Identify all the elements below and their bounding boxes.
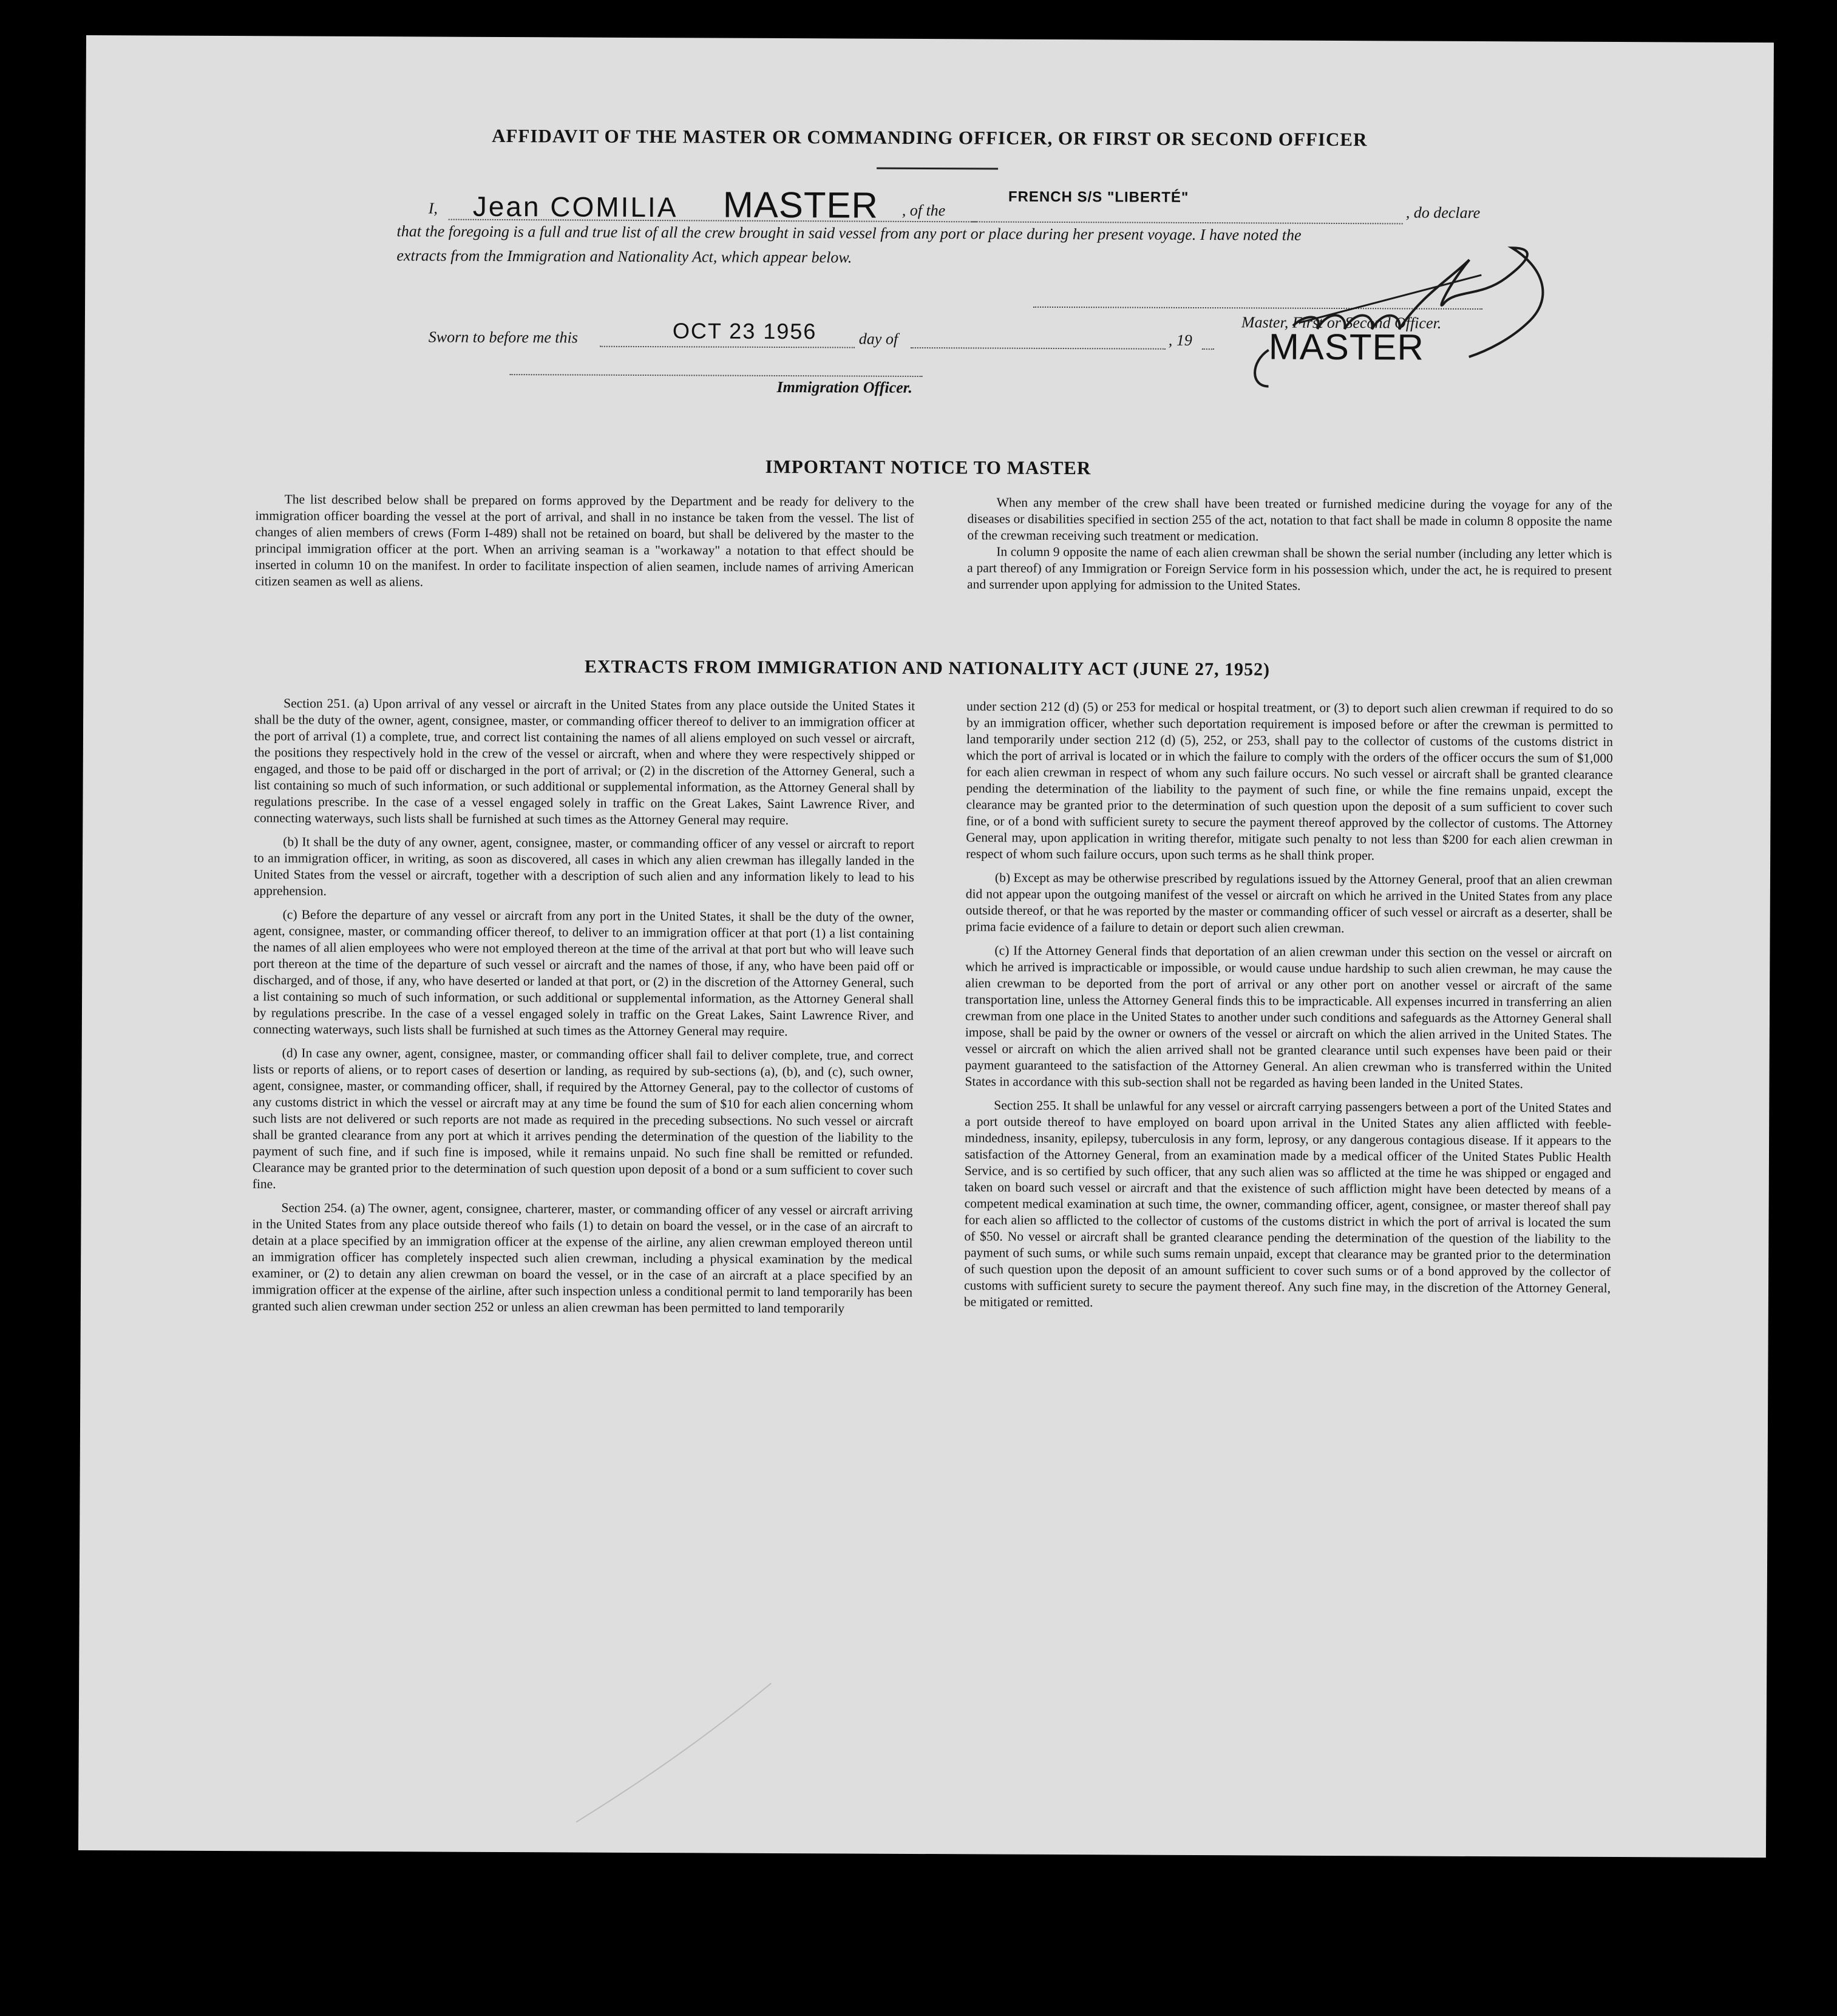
year-label: , 19 xyxy=(1168,331,1192,349)
immigration-signature-line xyxy=(510,374,923,377)
name-typed: Jean COMILIA xyxy=(472,190,678,223)
notice-right-paragraph-1: When any member of the crew shall have been treated or furnished medicine during the voyage for any of the diseases or disabilities specified in section 255 of the act, notation to that fact shall be made in column 8 opposite the name of the crewman receiving such treatment or medication. xyxy=(967,495,1612,544)
extracts-left-column xyxy=(252,695,915,1325)
section-254a: Section 254. (a) The owner, agent, consignee, charterer, master, or commanding officer of any vessel or aircraft arriving in the United States from any place outside thereof who fails (1) to detain on board the vessel, or in the case of an aircraft to detain at a place specified by an immigration officer at the expense of the airline, any alien crewman employed thereon until an immigration officer has completely inspected such alien crewman, including a physical examination by the medical examiner, or (2) to detain any alien crewman on board the vessel, or in the case of an aircraft at a place specified by an immigration officer at the expense of the airline, after such inspection unless a conditional permit to land temporarily has been granted such alien crewman under section 252 or unless an alien crewman has been permitted to land temporarily xyxy=(251,1200,913,1316)
title-rule xyxy=(877,168,998,170)
rank-typed: MASTER xyxy=(722,184,878,226)
day-of-label: day of xyxy=(858,330,898,348)
sworn-date-line xyxy=(600,346,855,348)
of-the-label: , of the xyxy=(902,201,946,220)
section-251d: (d) In case any owner, agent, consignee, master, or commanding officer shall fail to deliver complete, true, and correct lists or reports of aliens, or to report cases of desertion or landing, as required by sub-sections (a), (b), and (c), such owner, agent, consignee, master, or commanding officer, shall, if required by the Attorney General, pay to the collector of customs of any customs district in which the vessel or aircraft may at any time be found the sum of $10 for each alien concerning whom such lists are not delivered or such reports are not made as required in the preceding subsections. No such vessel or aircraft shall be granted clearance from any port at which it arrives pending the determination of the question of the liability to the payment of such fine, and if such fine is imposed, while it remains unpaid. No such fine shall be remitted or refunded. Clearance may be granted prior to the determination of such question upon deposit of a bond or a sum sufficient to cover such fine. xyxy=(252,1045,914,1192)
statement-line2: extracts from the Immigration and Nationality Act, which appear below. xyxy=(396,246,852,266)
master-caption: Master, First or Second Officer. xyxy=(1241,313,1442,332)
master-signature xyxy=(1226,222,1566,406)
section-254a-continued: under section 212 (d) (5) or 253 for medical or hospital treatment, or (3) to deport such alien crewman if required to do so by an immigration officer, whether such deportation requirement is imposed before or after the crewman is permitted to land temporarily under section 212 (d) (5), 252, or 253, shall pay to the collector of customs of the customs district in which the port of arrival is located or in which the failure to comply with the orders of the officer occurs the sum of $1,000 for each alien crewman in respect of whom any such failure occurs. No such vessel or aircraft shall be granted clearance pending the determination of the liability to the payment of such fine, or while the fine remains unpaid, except the clearance may be granted prior to the determination of such question upon the deposit of a sum sufficient to cover such fine, or of a bond with sufficient surety to secure the payment thereof approved by the collector of customs. The Attorney General may, upon application in writing therefor, mitigate such penalty to not less than $200 for each alien crewman in respect of whom such failure occurs, upon such terms as he shall think proper. xyxy=(966,699,1614,863)
section-251c: (c) Before the departure of any vessel or aircraft from any port in the United States, it shall be the duty of the owner, agent, consignee, master, or commanding officer thereof, to deliver to an immigration officer at that port (1) a list containing the names of all alien employees who were not employed thereon at the time of the arrival at that port but who will leave such port thereon at the time of the departure of such vessel or aircraft and the names of those, if any, who have been paid off or discharged, and of those, if any, who have deserted or landed at that port, or (2) in the discretion of the Attorney General, such a list containing so much of such information, or such additional or supplemental information, as the Attorney General shall by regulations prescribe. In the case of a vessel engaged solely in traffic on the Great Lakes, Saint Lawrence River, and connecting waterways, such lists shall be furnished at such times as the Attorney General may require. xyxy=(253,907,914,1039)
do-declare-label: , do declare xyxy=(1405,203,1481,222)
section-251a: Section 251. (a) Upon arrival of any vessel or aircraft in the United States from any place outside the United States it shall be the duty of the owner, agent, consignee, master, or commanding officer thereof to deliver to an immigration officer at the port of arrival (1) a complete, true, and correct list containing the names of all aliens employed on such vessel or aircraft, the positions they respectively hold in the crew of the vessel or aircraft, when and where they were respectively shipped or engaged, and those to be paid off or discharged in the port of arrival; or (2) in the discretion of the Attorney General, such a list containing so much of such information, or such additional or supplemental information, as the Attorney General shall by regulations prescribe. In the case of a vessel engaged solely in traffic on the Great Lakes, Saint Lawrence River, and connecting waterways, such lists shall be furnished at such times as the Attorney General may require. xyxy=(254,696,915,828)
extracts-heading: EXTRACTS FROM IMMIGRATION AND NATIONALITY ACT (JUNE 27, 1952) xyxy=(584,656,1271,680)
notice-left-paragraph: The list described below shall be prepared on forms approved by the Department and be ready for delivery to the immigration officer boarding the vessel at the port of arrival, and shall in no instance be taken from the vessel. The list of changes of alien members of crews (Form I-489) shall not be retained on board, but shall be delivered by the master to the principal immigration officer at the port. When an arriving seaman is a "workaway" a notation to that effect should be inserted in column 10 on the manifest. In order to facilitate inspection of alien seamen, include names of arriving American citizen seamen as well as aliens. xyxy=(255,492,914,589)
section-255: Section 255. It shall be unlawful for any vessel or aircraft carrying passengers between a port of the United States and a port outside thereof to have employed on board upon arrival in the United States any alien afflicted with feeble-mindedness, insanity, epilepsy, tuberculosis in any form, leprosy, or any dangerous contagious disease. If it appears to the satisfaction of the Attorney General, from an examination made by a medical officer of the United States Public Health Service, and is so certified by such officer, that any such alien was so afflicted at the time he was shipped or engaged and taken on board such vessel or aircraft and that the existence of such affliction might have been detected by means of a competent medical examination at such time, the owner, commanding officer, agent, consignee, or master thereof shall pay for each alien so afflicted to the collector of customs of the customs district in which the port of arrival is located the sum of $50. No vessel or aircraft shall be granted clearance pending the determination of the question of the liability to the payment of such sums, or while such sums remain unpaid, except that clearance may be granted prior to the determination of such question upon the deposit of an amount sufficient to cover such sums or of a bond approved by the collector of customs with sufficient surety to secure the payment thereof. Any such fine may, in the discretion of the Attorney General, be mitigated or remitted. xyxy=(963,1098,1612,1310)
day-of-line xyxy=(911,347,1166,350)
section-254b: (b) Except as may be otherwise prescribed by regulations issued by the Attorney General, proof that an alien crewman did not appear upon the outgoing manifest of the vessel or aircraft on which he arrived in the United States from any place outside thereof, or that he was reported by the master or commanding officer of such vessel or aircraft as a deserter, shall be prima facie evidence of a failure to detain or deport such alien crewman. xyxy=(965,870,1613,936)
section-254c: (c) If the Attorney General finds that deportation of an alien crewman under this section on the vessel or aircraft on which he arrived is impracticable or impossible, or would cause undue hardship to such alien crewman, he may cause the alien crewman to be deported from the port of arrival or any other port on another vessel or aircraft of the same transportation line, unless the Attorney General finds this to be impracticable. All expenses incurred in transferring an alien crewman from one place in the United States to another under such conditions and safeguards as the Attorney General shall impose, shall be paid by the owner or owners of the vessel or aircraft on which the alien arrived in the United States. The vessel or aircraft on which the alien arrived shall not be granted clearance until such expenses have been paid or their payment guaranteed to the satisfaction of the Attorney General. An alien crewman who is transferred within the United States in accordance with this sub-section shall not be regarded as having been landed in the United States. xyxy=(965,943,1612,1091)
notice-left-column xyxy=(255,491,914,600)
immigration-caption: Immigration Officer. xyxy=(776,378,912,396)
affidavit-sheet xyxy=(78,35,1774,1858)
extracts-right-column xyxy=(964,698,1613,1320)
notice-right-column xyxy=(967,494,1612,603)
notice-heading: IMPORTANT NOTICE TO MASTER xyxy=(765,455,1092,479)
i-label: I, xyxy=(428,199,438,217)
statement-line1: that the foregoing is a full and true list of all the crew brought in said vessel from any port or place during her present voyage. I have noted the xyxy=(396,222,1302,244)
sworn-date-typed: OCT 23 1956 xyxy=(672,318,817,344)
master-stamp: MASTER xyxy=(1268,326,1424,368)
year-line xyxy=(1202,348,1214,350)
vessel-typed: FRENCH S/S "LIBERTÉ" xyxy=(1008,188,1189,206)
sworn-label: Sworn to before me this xyxy=(428,328,578,347)
scan-artifact xyxy=(552,1676,795,1829)
section-251b: (b) It shall be the duty of any owner, agent, consignee, master, or commanding officer of any vessel or aircraft to report to an immigration officer, in writing, as soon as discovered, all cases in which any alien crewman has illegally landed in the United States from the vessel or aircraft, together with a description of such alien and any information likely to lead to his apprehension. xyxy=(253,834,915,898)
notice-right-paragraph-2: In column 9 opposite the name of each alien crewman shall be shown the serial number (including any letter which is a part thereof) of any Immigration or Foreign Service form in his possession which, under the act, he is required to present and surrender upon applying for admission to the United States. xyxy=(967,544,1612,593)
affidavit-title: AFFIDAVIT OF THE MASTER OR COMMANDING OFFICER, OR FIRST OR SECOND OFFICER xyxy=(492,124,1368,151)
